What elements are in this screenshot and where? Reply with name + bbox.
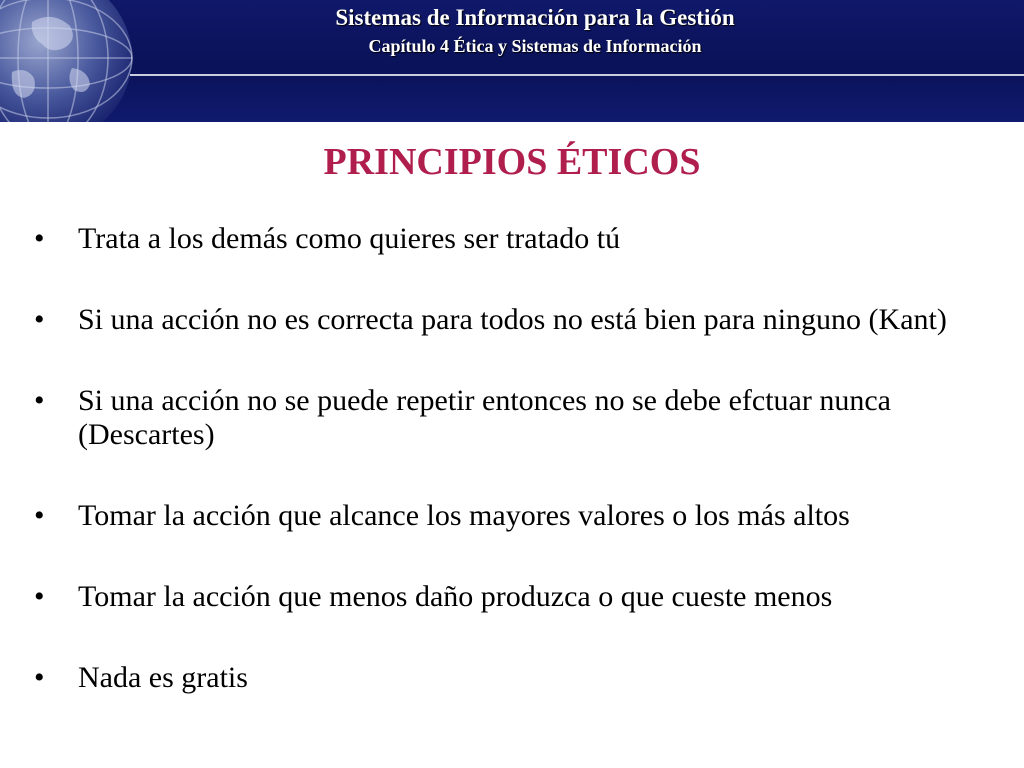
bullet-dot-icon: • (34, 222, 45, 255)
bullet-text: Nada es gratis (78, 661, 248, 694)
bullet-dot-icon: • (34, 303, 45, 336)
bullet-dot-icon: • (34, 499, 45, 532)
bullet-dot-icon: • (34, 661, 45, 694)
bullet-item (34, 580, 1014, 614)
bullet-text: Tomar la acción que alcance los mayores valores o los más altos (78, 499, 850, 532)
bullet-item (34, 499, 1014, 533)
header-banner (0, 0, 1024, 122)
bullet-dot-icon: • (34, 580, 45, 613)
bullet-text: Si una acción no es correcta para todos no está bien para ninguno (Kant) (78, 303, 947, 336)
bullet-item (34, 661, 1014, 695)
bullet-item (34, 384, 1014, 452)
bullet-list (34, 222, 1014, 742)
header-title: Sistemas de Información para la Gestión (335, 5, 735, 30)
bullet-text: Tomar la acción que menos daño produzca o que cueste menos (78, 580, 833, 613)
bullet-text: Trata a los demás como quieres ser tratado tú (78, 222, 621, 255)
bullet-text: Si una acción no se puede repetir entonces no se debe efctuar nunca (Descartes) (78, 384, 891, 451)
slide-title: PRINCIPIOS ÉTICOS (323, 141, 701, 183)
bullet-dot-icon: • (34, 384, 45, 417)
bullet-item (34, 222, 1014, 256)
header-subtitle: Capítulo 4 Ética y Sistemas de Información (368, 36, 702, 56)
bullet-item (34, 303, 1014, 337)
header-divider (130, 74, 1024, 76)
